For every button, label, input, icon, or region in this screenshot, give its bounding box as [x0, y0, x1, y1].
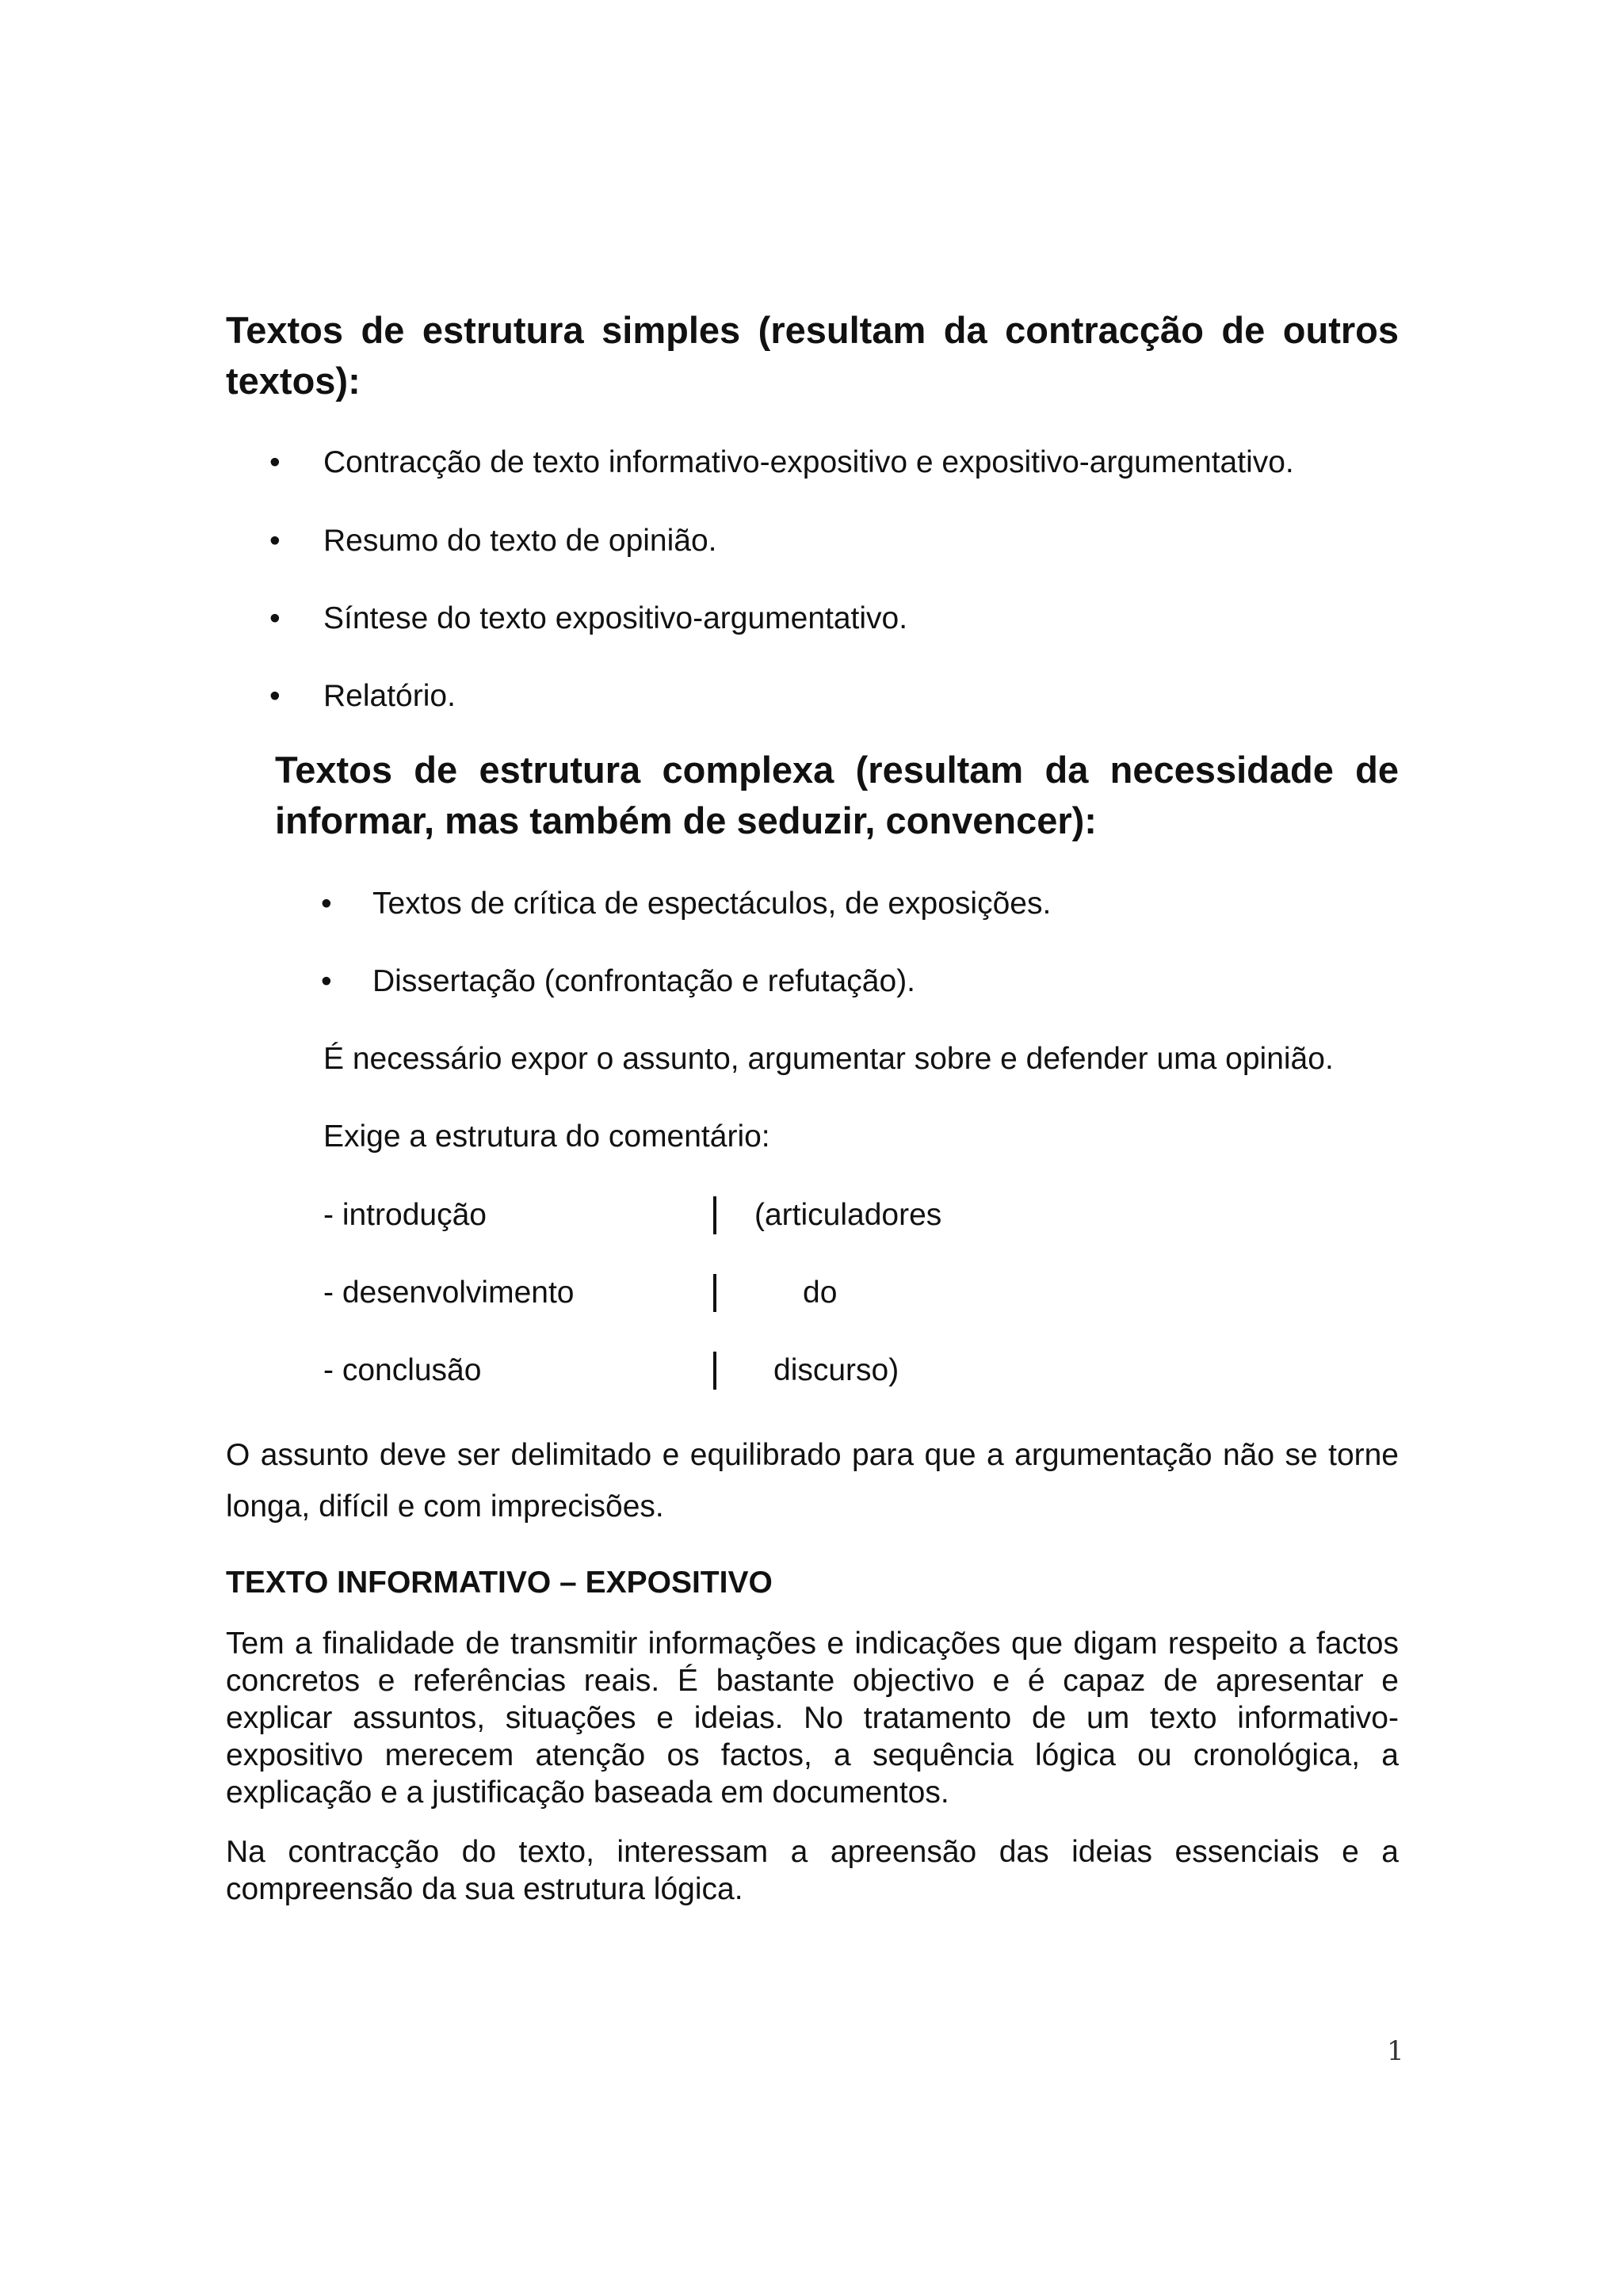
paragraph-opinion: É necessário expor o assunto, argumentar sobre e defender uma opinião. — [323, 1042, 1334, 1076]
closing-paragraph: O assunto deve ser delimitado e equilibrado para que a argumentação não se torne longa, difícil e com imprecisões. — [226, 1438, 1399, 1524]
paragraph-comment-structure: Exige a estrutura do comentário: — [323, 1119, 770, 1154]
structure-note: discurso) — [773, 1353, 899, 1387]
section-title-informative: TEXTO INFORMATIVO – EXPOSITIVO — [226, 1566, 773, 1600]
bullet-icon: • — [269, 601, 281, 635]
structure-note: (articuladores — [754, 1198, 942, 1232]
vertical-separator — [713, 1352, 716, 1390]
bullet-icon: • — [269, 679, 281, 713]
page-number: 1 — [1387, 2035, 1404, 2067]
vertical-separator — [713, 1196, 716, 1234]
list-item: Relatório. — [323, 679, 456, 713]
structure-part: - introdução — [323, 1198, 487, 1232]
bullet-icon: • — [321, 964, 332, 998]
structure-part: - conclusão — [323, 1353, 482, 1387]
list-item: Resumo do texto de opinião. — [323, 524, 717, 558]
paragraph-contraction: Na contracção do texto, interessam a apreensão das ideias essenciais e a compreensão da sua estrutura lógica. — [226, 1835, 1399, 1906]
list-item: Contracção de texto informativo-expositivo e expositivo-argumentativo. — [323, 445, 1294, 479]
bullet-icon: • — [321, 887, 332, 921]
list-item: Textos de crítica de espectáculos, de exposições. — [372, 887, 1052, 921]
list-item: Dissertação (confrontação e refutação). — [372, 964, 916, 998]
bullet-icon: • — [269, 524, 281, 558]
vertical-separator — [713, 1274, 716, 1312]
structure-note: do — [803, 1276, 838, 1310]
bullet-icon: • — [269, 445, 281, 479]
paragraph-informative-purpose: Tem a finalidade de transmitir informações e indicações que digam respeito a factos concretos e referências reais. É bastante objectivo e é capaz de apresentar e explicar assuntos, situações e ideias. No tratamento de um texto informativo-expositivo merecem atenção os factos, a sequência lógica ou cronológica, a explicação e a justificação baseada em documentos. — [226, 1627, 1399, 1810]
section-heading-complex: Textos de estrutura complexa (resultam da necessidade de informar, mas também de seduzir, convencer): — [275, 749, 1399, 841]
list-item: Síntese do texto expositivo-argumentativo. — [323, 601, 908, 635]
section-heading-simple: Textos de estrutura simples (resultam da contracção de outros textos): — [226, 309, 1399, 402]
structure-part: - desenvolvimento — [323, 1276, 575, 1310]
